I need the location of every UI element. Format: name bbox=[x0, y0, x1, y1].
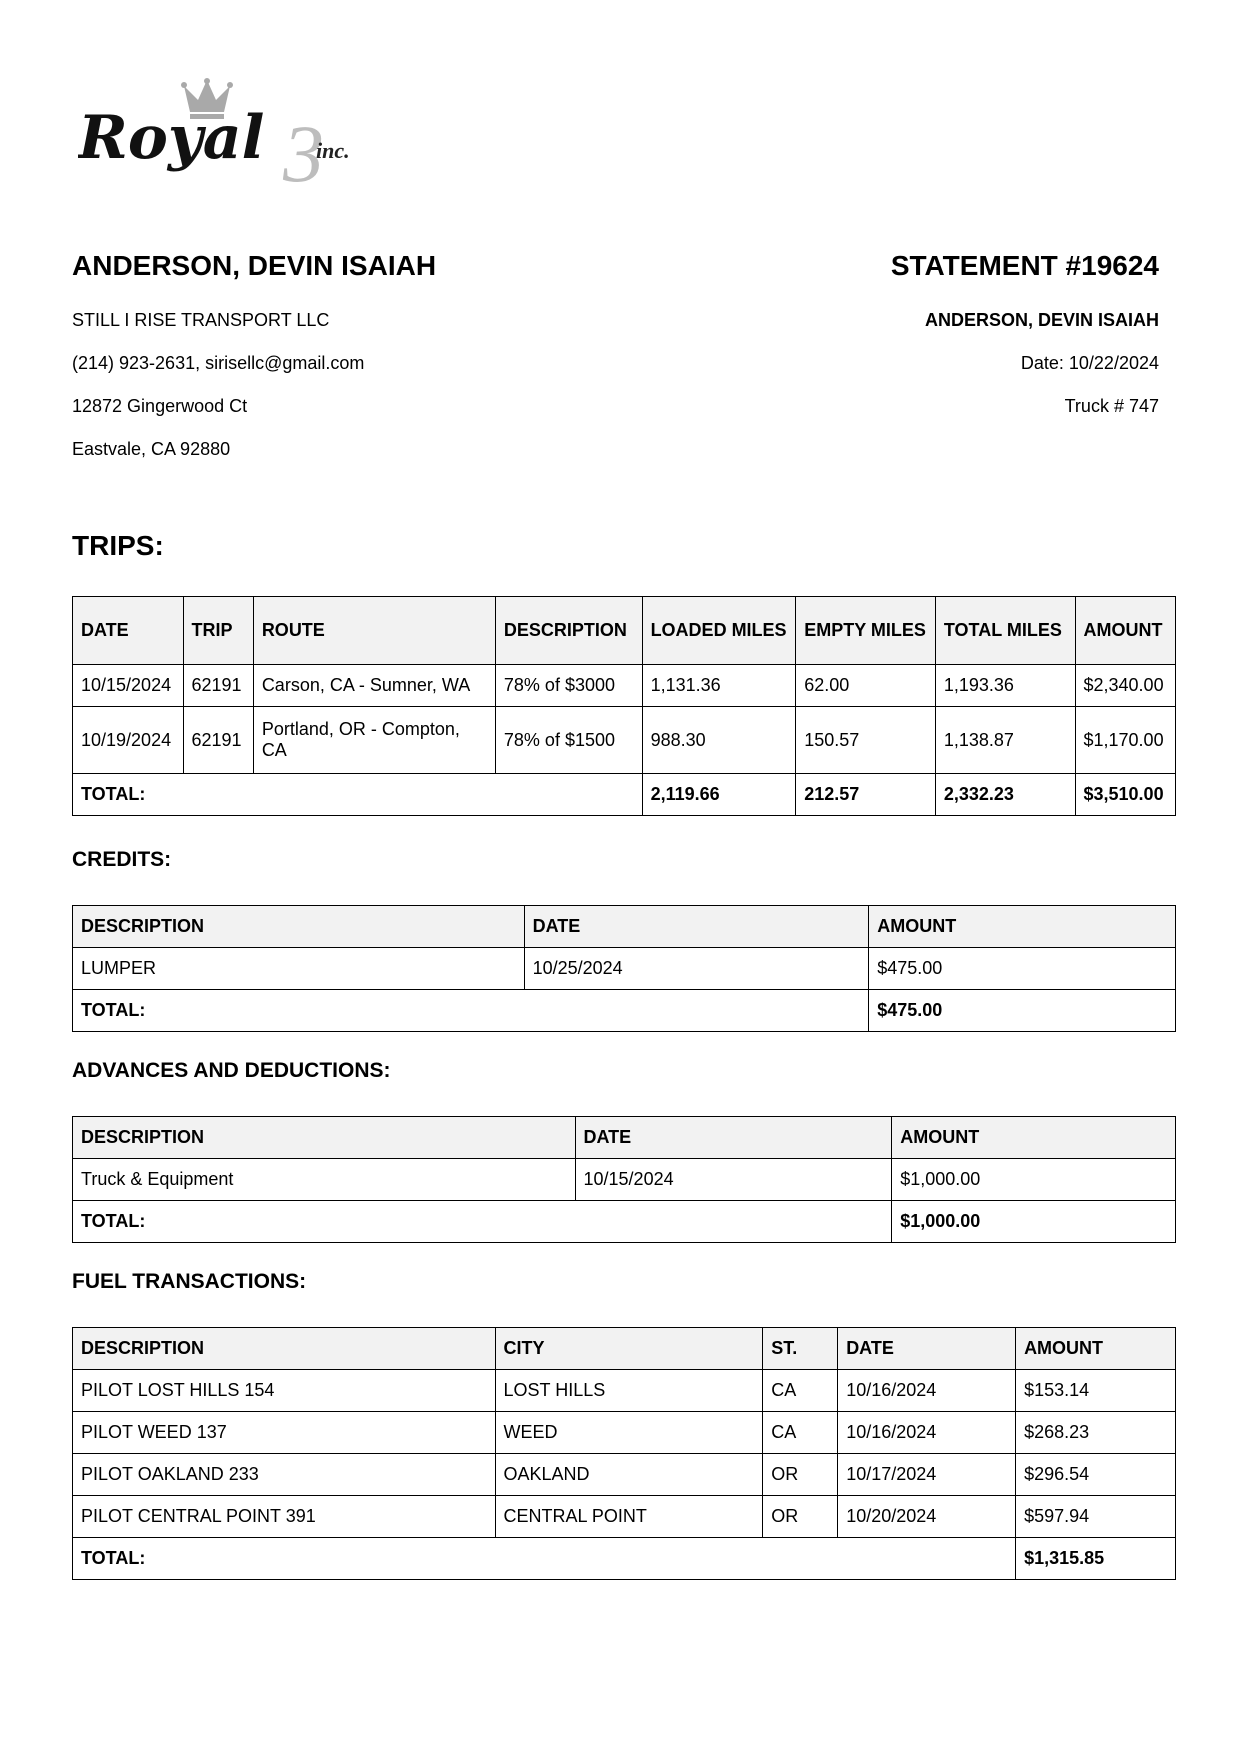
trip-date: 10/19/2024 bbox=[73, 707, 184, 774]
col-amount: AMOUNT bbox=[1075, 597, 1176, 665]
trip-route: Portland, OR - Compton, CA bbox=[253, 707, 495, 774]
credits-header-row bbox=[73, 906, 1176, 948]
fuel-amount: $268.23 bbox=[1016, 1412, 1176, 1454]
statement-title: STATEMENT #19624 bbox=[890, 250, 1159, 281]
credits-total-row bbox=[73, 990, 1176, 1032]
fuel-description: PILOT CENTRAL POINT 391 bbox=[73, 1496, 496, 1538]
total-loaded-miles: 2,119.66 bbox=[642, 774, 796, 816]
credit-date: 10/25/2024 bbox=[524, 948, 869, 990]
col-amount: AMOUNT bbox=[869, 906, 1176, 948]
fuel-header-row bbox=[73, 1328, 1176, 1370]
trip-total-miles: 1,138.87 bbox=[935, 707, 1075, 774]
fuel-amount: $296.54 bbox=[1016, 1454, 1176, 1496]
table-row bbox=[73, 1496, 1176, 1538]
col-date: DATE bbox=[838, 1328, 1016, 1370]
advances-total-amount: $1,000.00 bbox=[892, 1201, 1176, 1243]
fuel-date: 10/16/2024 bbox=[838, 1412, 1016, 1454]
fuel-city: WEED bbox=[495, 1412, 763, 1454]
col-state: ST. bbox=[763, 1328, 838, 1370]
fuel-description: PILOT LOST HILLS 154 bbox=[73, 1370, 496, 1412]
trips-table bbox=[72, 596, 1176, 816]
col-amount: AMOUNT bbox=[892, 1117, 1176, 1159]
credits-table bbox=[72, 905, 1176, 1032]
advance-description: Truck & Equipment bbox=[73, 1159, 576, 1201]
fuel-state: CA bbox=[763, 1412, 838, 1454]
trip-total-miles: 1,193.36 bbox=[935, 665, 1075, 707]
trip-description: 78% of $1500 bbox=[495, 707, 642, 774]
fuel-amount: $153.14 bbox=[1016, 1370, 1176, 1412]
table-row bbox=[73, 1454, 1176, 1496]
advance-date: 10/15/2024 bbox=[575, 1159, 892, 1201]
col-route: ROUTE bbox=[253, 597, 495, 665]
trip-empty-miles: 62.00 bbox=[796, 665, 936, 707]
col-date: DATE bbox=[73, 597, 184, 665]
credits-total-amount: $475.00 bbox=[869, 990, 1176, 1032]
trip-route: Carson, CA - Sumner, WA bbox=[253, 665, 495, 707]
trip-amount: $1,170.00 bbox=[1075, 707, 1176, 774]
fuel-date: 10/20/2024 bbox=[838, 1496, 1016, 1538]
total-label: TOTAL: bbox=[73, 990, 869, 1032]
trip-empty-miles: 150.57 bbox=[796, 707, 936, 774]
fuel-city: CENTRAL POINT bbox=[495, 1496, 763, 1538]
fuel-city: OAKLAND bbox=[495, 1454, 763, 1496]
table-row bbox=[73, 948, 1176, 990]
statement-driver-name: ANDERSON, DEVIN ISAIAH bbox=[924, 310, 1159, 330]
fuel-city: LOST HILLS bbox=[495, 1370, 763, 1412]
trip-amount: $2,340.00 bbox=[1075, 665, 1176, 707]
street-address: 12872 Gingerwood Ct bbox=[72, 396, 248, 416]
trips-header-row bbox=[73, 597, 1176, 665]
trips-total-row bbox=[73, 774, 1176, 816]
table-row bbox=[73, 665, 1176, 707]
col-date: DATE bbox=[575, 1117, 892, 1159]
svg-text:Royal: Royal bbox=[78, 103, 265, 173]
table-row bbox=[73, 1159, 1176, 1201]
table-row bbox=[73, 1370, 1176, 1412]
total-amount: $3,510.00 bbox=[1075, 774, 1176, 816]
total-empty-miles: 212.57 bbox=[796, 774, 936, 816]
advances-total-row bbox=[73, 1201, 1176, 1243]
driver-name-heading: ANDERSON, DEVIN ISAIAH bbox=[72, 250, 437, 281]
fuel-title: FUEL TRANSACTIONS: bbox=[72, 1270, 307, 1293]
total-label: TOTAL: bbox=[73, 1201, 892, 1243]
trip-loaded-miles: 988.30 bbox=[642, 707, 796, 774]
svg-text:3: 3 bbox=[283, 108, 324, 193]
col-empty-miles: EMPTY MILES bbox=[796, 597, 936, 665]
col-description: DESCRIPTION bbox=[73, 1328, 496, 1370]
total-label: TOTAL: bbox=[73, 1538, 1016, 1580]
col-amount: AMOUNT bbox=[1016, 1328, 1176, 1370]
col-description: DESCRIPTION bbox=[495, 597, 642, 665]
company-name: STILL I RISE TRANSPORT LLC bbox=[72, 310, 330, 330]
col-date: DATE bbox=[524, 906, 869, 948]
col-city: CITY bbox=[495, 1328, 763, 1370]
advances-table bbox=[72, 1116, 1176, 1243]
total-miles: 2,332.23 bbox=[935, 774, 1075, 816]
fuel-description: PILOT WEED 137 bbox=[73, 1412, 496, 1454]
advance-amount: $1,000.00 bbox=[892, 1159, 1176, 1201]
col-description: DESCRIPTION bbox=[73, 906, 525, 948]
city-address: Eastvale, CA 92880 bbox=[72, 439, 231, 459]
col-trip: TRIP bbox=[183, 597, 253, 665]
advances-title: ADVANCES AND DEDUCTIONS: bbox=[72, 1059, 391, 1082]
trips-title: TRIPS: bbox=[72, 530, 164, 561]
credits-title: CREDITS: bbox=[72, 848, 172, 871]
credit-amount: $475.00 bbox=[869, 948, 1176, 990]
fuel-state: OR bbox=[763, 1496, 838, 1538]
company-logo bbox=[78, 78, 388, 193]
col-description: DESCRIPTION bbox=[73, 1117, 576, 1159]
table-row bbox=[73, 1412, 1176, 1454]
fuel-description: PILOT OAKLAND 233 bbox=[73, 1454, 496, 1496]
fuel-amount: $597.94 bbox=[1016, 1496, 1176, 1538]
fuel-total-row bbox=[73, 1538, 1176, 1580]
trip-date: 10/15/2024 bbox=[73, 665, 184, 707]
fuel-table bbox=[72, 1327, 1176, 1580]
credit-description: LUMPER bbox=[73, 948, 525, 990]
advances-header-row bbox=[73, 1117, 1176, 1159]
trip-description: 78% of $3000 bbox=[495, 665, 642, 707]
total-label: TOTAL: bbox=[73, 774, 643, 816]
col-total-miles: TOTAL MILES bbox=[935, 597, 1075, 665]
trip-number: 62191 bbox=[183, 707, 253, 774]
fuel-state: CA bbox=[763, 1370, 838, 1412]
statement-date: Date: 10/22/2024 bbox=[1020, 353, 1159, 373]
trip-loaded-miles: 1,131.36 bbox=[642, 665, 796, 707]
contact-info: (214) 923-2631, sirisellc@gmail.com bbox=[72, 353, 365, 373]
table-row bbox=[73, 707, 1176, 774]
svg-text:inc.: inc. bbox=[316, 138, 350, 163]
truck-number: Truck # 747 bbox=[1064, 396, 1159, 416]
col-loaded-miles: LOADED MILES bbox=[642, 597, 796, 665]
fuel-state: OR bbox=[763, 1454, 838, 1496]
trip-number: 62191 bbox=[183, 665, 253, 707]
fuel-date: 10/17/2024 bbox=[838, 1454, 1016, 1496]
fuel-total-amount: $1,315.85 bbox=[1016, 1538, 1176, 1580]
fuel-date: 10/16/2024 bbox=[838, 1370, 1016, 1412]
